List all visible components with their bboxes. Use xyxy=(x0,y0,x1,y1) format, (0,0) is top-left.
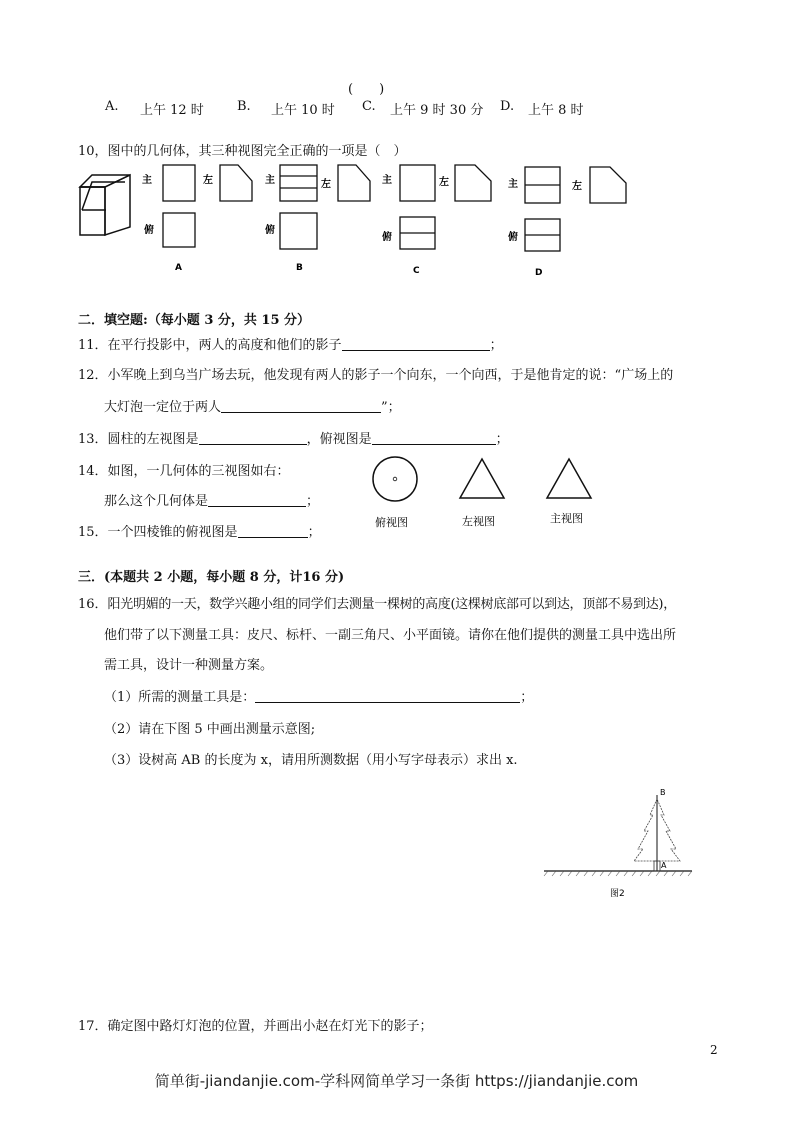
option-b-views xyxy=(280,165,370,249)
option-b-top-label: 俯 xyxy=(265,225,275,236)
q12-line2 xyxy=(104,396,401,415)
top-view-caption: 俯视图 xyxy=(375,516,408,529)
option-a-top-view xyxy=(163,213,195,247)
option-c-letter: C xyxy=(413,266,420,276)
option-b-front-view xyxy=(280,165,317,201)
q12-tail: ”； xyxy=(381,400,401,415)
q13 xyxy=(78,428,509,447)
q15 xyxy=(78,521,321,540)
option-a-top-label: 俯 xyxy=(144,225,154,236)
q17 xyxy=(78,1015,433,1034)
q9-option-c-text: 上午 9 时 30 分 xyxy=(390,103,484,118)
q12-num: 12． xyxy=(78,368,108,383)
top-view-circle xyxy=(373,457,417,501)
q13-mid: ，俯视图是 xyxy=(306,432,372,447)
q17-text: 确定图中路灯灯泡的位置，并画出小赵在灯光下的影子； xyxy=(107,1019,433,1034)
q9-paren: ( ) xyxy=(348,82,385,97)
top-view-center-dot xyxy=(393,477,397,481)
q13-num: 13． xyxy=(78,432,108,447)
option-d-front-label: 主 xyxy=(508,179,518,190)
q11 xyxy=(78,334,503,353)
q14-line2 xyxy=(104,490,319,509)
q16-line1 xyxy=(78,593,676,612)
ground-hatching xyxy=(544,871,692,876)
option-b-left-view xyxy=(338,165,370,201)
q14-line1 xyxy=(78,460,290,479)
q16-text-line1: 阳光明媚的一天，数学兴趣小组的同学们去测量一棵树的高度(这棵树底部可以到达，顶部不易到达)， xyxy=(107,597,676,612)
q9-option-b-letter: B. xyxy=(237,99,251,114)
solid-figure xyxy=(80,175,130,235)
q16-num: 16． xyxy=(78,597,108,612)
q13-answer-blank-1[interactable] xyxy=(199,430,307,445)
footer-watermark: 简单街-jiandanjie.com-学科网简单学习一条街 https://jiandanjie.com xyxy=(154,1072,639,1090)
q9-option-d-text: 上午 8 时 xyxy=(528,103,584,118)
q15-answer-blank[interactable] xyxy=(238,523,308,538)
option-d-letter: D xyxy=(535,268,543,278)
q13-tail: ； xyxy=(495,432,509,447)
q15-tail: ； xyxy=(307,525,321,540)
figure-caption: 图2 xyxy=(610,889,625,899)
q16-sub3: （3）设树高 AB 的长度为 x，请用所测数据（用小写字母表示）求出 x. xyxy=(104,753,518,768)
option-c-left-view xyxy=(455,165,491,201)
option-a-left-view xyxy=(220,165,252,201)
q9-option-c-letter: C. xyxy=(362,99,376,114)
option-a-letter: A xyxy=(175,263,182,273)
page-number: 2 xyxy=(710,1043,718,1057)
left-view-triangle xyxy=(460,459,504,498)
front-view-triangle xyxy=(547,459,591,498)
q9-option-b-text: 上午 10 时 xyxy=(271,103,335,118)
q14-answer-blank[interactable] xyxy=(208,492,306,507)
q11-num: 11． xyxy=(78,338,108,353)
q9-option-a-letter: A. xyxy=(105,99,119,114)
section2-heading: 二．填空题:（每小题 3 分，共 15 分） xyxy=(78,313,311,328)
point-b-label: B xyxy=(660,788,666,797)
front-view-caption: 主视图 xyxy=(550,512,583,525)
q11-tail: ； xyxy=(489,338,503,353)
q12-text-line1: 小军晚上到乌当广场去玩，他发现有两人的影子一个向东，一个向西，于是他肯定的说：“广场上的 xyxy=(107,368,674,383)
option-d-top-label: 俯 xyxy=(508,232,518,243)
q14-text-line2: 那么这个几何体是 xyxy=(104,494,209,509)
option-b-front-label: 主 xyxy=(265,175,275,186)
option-b-left-label: 左 xyxy=(321,179,331,190)
option-b-top-view xyxy=(280,213,317,249)
q16-sub1 xyxy=(104,686,533,705)
point-a-label: A xyxy=(661,861,667,870)
option-c-left-label: 左 xyxy=(439,177,449,188)
option-a-front-view xyxy=(163,165,195,201)
q12-line1 xyxy=(78,364,673,383)
q16-sub1-tail: ； xyxy=(520,690,534,705)
q17-num: 17． xyxy=(78,1019,108,1034)
q10-figure xyxy=(70,155,650,280)
section3-heading: 三．(本题共 2 小题，每小题 8 分，计16 分) xyxy=(78,570,345,585)
q11-text: 在平行投影中，两人的高度和他们的影子 xyxy=(107,338,342,353)
q15-num: 15． xyxy=(78,525,108,540)
option-c-top-label: 俯 xyxy=(382,232,392,243)
option-a-left-label: 左 xyxy=(203,175,213,186)
tree-figure xyxy=(540,785,700,905)
q9-option-d-letter: D. xyxy=(500,99,515,114)
q9-option-a-text: 上午 12 时 xyxy=(140,103,204,118)
q16-line3: 需工具，设计一种测量方案。 xyxy=(104,658,274,673)
q14-three-views-figure xyxy=(360,455,610,535)
q16-sub1-text: （1）所需的测量工具是： xyxy=(104,690,256,705)
q16-line2: 他们带了以下测量工具：皮尺、标杆、一副三角尺、小平面镜。请你在他们提供的测量工具中选出所 xyxy=(104,628,677,643)
q16-sub2: （2）请在下图 5 中画出测量示意图; xyxy=(104,722,316,737)
option-a-front-label: 主 xyxy=(142,175,152,186)
q12-answer-blank[interactable] xyxy=(221,398,381,413)
q13-answer-blank-2[interactable] xyxy=(372,430,496,445)
left-view-caption: 左视图 xyxy=(462,515,495,528)
q10-stem: 10，图中的几何体，其三种视图完全正确的一项是（ ） xyxy=(78,144,407,159)
q16-sub1-answer-blank[interactable] xyxy=(255,688,520,703)
q14-tail: ； xyxy=(306,494,320,509)
q14-text-line1: 如图，一几何体的三视图如右： xyxy=(107,464,290,479)
option-d-left-label: 左 xyxy=(572,181,582,192)
option-c-front-label: 主 xyxy=(382,175,392,186)
option-d-views xyxy=(525,167,626,251)
q15-text: 一个四棱锥的俯视图是 xyxy=(107,525,238,540)
q12-text-line2: 大灯泡一定位于两人 xyxy=(104,400,222,415)
option-c-front-view xyxy=(400,165,435,201)
q14-num: 14． xyxy=(78,464,108,479)
option-d-left-view xyxy=(590,167,626,203)
q13-text1: 圆柱的左视图是 xyxy=(107,432,199,447)
option-b-letter: B xyxy=(296,263,303,273)
q11-answer-blank[interactable] xyxy=(342,336,490,351)
